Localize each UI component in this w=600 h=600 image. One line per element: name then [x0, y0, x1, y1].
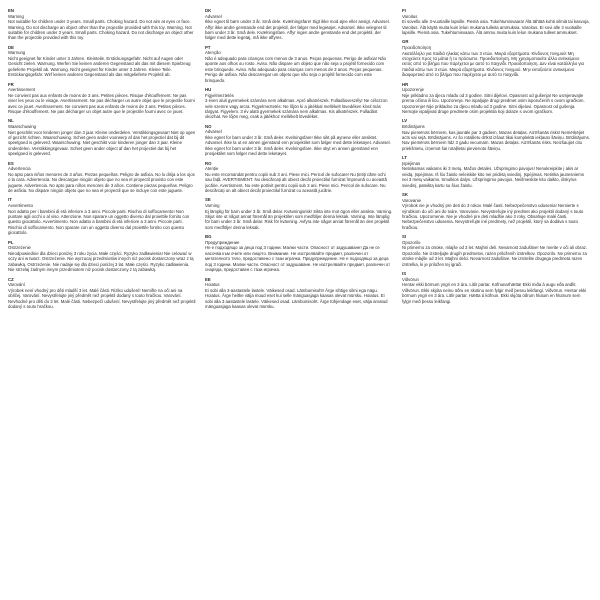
- language-code: SI: [402, 234, 407, 240]
- section-heading: Opozorilo: [402, 239, 421, 245]
- section-text: Výrobek není vhodný pro děti mladší 3 let. Malé části. Riziko udušení! Nemiřte na oči ani na obličej. Varování. Nevystřelujte jiný předmět než projektil dodaný s touto hračkou. Varování. Nevhodné pro děti do 3 let. Malé části. Nebezpečí udušení. Nevystřelujte jiný předmět než projektil dodaný s touto hračkou.: [8, 287, 196, 309]
- section-gr: [402, 39, 590, 77]
- warning-leaflet: [8, 8, 592, 592]
- section-heading: Advarsel: [205, 13, 222, 19]
- language-code: DE: [8, 44, 14, 50]
- section-heading: Įspėjimas: [402, 160, 421, 166]
- language-code: LV: [402, 118, 408, 124]
- section-text: Не е подходящо за деца под 3 години. Малки части. Опасност от задушаване! Да не се насочва към очите или лицето. Внимание. Не изстрелвайте предмет, различен от метателното тяло, предоставено с тази играчка. Предупреждение. Не е подходящо за деца под 3 години. Малки части. Опасност от задушаване. Не изстрелвайте предмет, различен от снаряда, предоставен с тази играчка.: [205, 245, 391, 273]
- section-text: Ακατάλληλο για παιδιά ηλικίας κάτω των 3 ετών. Μικρά εξαρτήματα. Κίνδυνος πνιγμού! Μη στοχεύετε προς τα μάτια ή το πρόσωπο. Προειδοποίηση. Μη χρησιμοποιείτε άλλο αντικείμενο εκτός από το βλήμα που παρέχεται με αυτό το παιχνίδι. Προειδοποίηση. Δεν είναι κατάλληλο για παιδιά κάτω των 3 ετών. Μικρά εξαρτήματα. Κίνδυνος πνιγμού. Μην εκτοξεύετε αντικείμενο διαφορετικό από το βλήμα που παρέχεται με αυτό το παιχνίδι.: [402, 50, 584, 78]
- section-heading: Hoiatus: [205, 282, 220, 288]
- language-code: GR: [402, 39, 409, 45]
- section-heading: Atenção: [205, 50, 221, 56]
- section-heading: Viðvörun: [402, 276, 419, 282]
- section-heading: Brīdinājums: [402, 124, 425, 130]
- language-code: LT: [402, 155, 407, 161]
- section-heading: Varování: [8, 282, 25, 288]
- section-fi: [402, 8, 590, 35]
- section-text: Niet geschikt voor kinderen jonger dan 3 jaar. Kleine onderdelen. Verstikkingsgevaar! Niet op ogen of gezicht richten. Waarschuwing. Schiet geen ander voorwerp af dan het projectiel dat bij dit speelgoed is geleverd. Waarschuwing. Niet geschikt voor kinderen jonger dan 3 jaar. Kleine onderdelen. Verstikkingsgevaar. Schiet geen ander object af dan het projectiel dat bij het speelgoed is geleverd.: [8, 129, 196, 157]
- section-lt: [402, 155, 590, 188]
- section-fr: [8, 82, 196, 115]
- section-ee: [205, 277, 393, 310]
- language-code: RO: [205, 160, 212, 166]
- language-code: IS: [402, 271, 407, 277]
- section-heading: Varovanie: [402, 197, 422, 203]
- language-code: IT: [8, 197, 12, 203]
- section-text: Nicht geeignet für Kinder unter 3 Jahren. Kleinteile. Erstickungsgefahr. Nicht auf Augen oder Gesicht zielen. Warnung. Werfen Sie keinen anderen Gegenstand als das mit diesem Spielzeug gelieferte Projektil ab. Warnung. Nicht geeignet für Kinder unter 3 Jahren. Kleine Teile. Erstickungsgefahr. Wirf keinen anderen Gegenstand als das mitgelieferte Projektil ab.: [8, 56, 191, 78]
- section-it: [8, 197, 196, 235]
- language-code: NO: [205, 123, 212, 129]
- section-pt: [205, 45, 393, 83]
- section-text: Hentar ekki börnum yngri en 3 ára. Litlir partar. Köfnunarhætta! Ekki miða á augu eða andlit. Viðvörun. Ekki skjóta neinu öðru en skotinu sem fylgir með þessu leikfangi. Viðvörun. Hentar ekki börnum yngri en 3 ára. Litlir partar. Hætta á köfnun. Ekki skjóta öðrum hlutum en hlutnum sem fylgir með þessu leikfangi.: [402, 282, 587, 304]
- language-code: EN: [8, 8, 14, 13]
- column-right: [402, 8, 590, 308]
- section-heading: Advarsel: [205, 129, 222, 135]
- language-code: NL: [8, 118, 14, 124]
- section-nl: [8, 118, 196, 156]
- section-heading: Upozorenje: [402, 87, 424, 93]
- section-text: 3 éven aluli gyermekek számára nem alkalmas. Apró alkatrészek. Fulladásveszély! Ne célozzon vele szemre vagy arcra. Figyelmeztetés: Ne lőjön ki a játékkal mellékelt lövedéken kívül más tárgyat. Figyelem. 3 év alatti gyermekek számára nem alkalmas. Kis alkatrészek. Fulladást okozhat. Ne lőjön meg, csak a játékhoz mellékelt lövedéket.: [205, 98, 388, 120]
- section-text: No apto para niños menores de 3 años. Piezas pequeñas. Peligro de asfixia. No lo dirija a los ojos o la cara. Advertencia. No descargue ningún objeto que no sea el proyectil provisto con este juguete. Advertencia. No apto para niños menores de 3 años. Contiene piezas pequeñas. Peligro de asfixia. No dispare ningún objeto que no sea el proyectil que se incluye con este juguete.: [8, 171, 195, 194]
- section-heading: Advertencia: [8, 166, 31, 172]
- language-code: DK: [205, 8, 212, 13]
- section-heading: Warnung: [8, 50, 26, 56]
- language-code: FR: [8, 81, 14, 87]
- section-text: Ni primerno za otroke, mlajše od 3 let. Majhni deli. Nevarnost zadušitve! Ne merite v oči ali obraz. Opozorilo. Ne izstreljujte drugih predmetov, razen priloženih izstrelkov. Opozorilo. Ne primerno za otroke mlajše od 3 let. Majhni delci. Nevarnost zadušitve. Ne izstrelite drugega predmeta razen izstrelka, ki je priložen tej igrači.: [402, 245, 588, 267]
- language-code: EE: [205, 276, 211, 282]
- section-text: Ne convient pas aux enfants de moins de 3 ans. Petites pièces. Risque d'étouffement. Ne pas viser les yeux ou le visage. Avertissement. Ne pas décharger un autre objet que le projectile fourni avec ce jouet. Avertissement. Ne convient pas aux enfants de moins de 3 ans. Petites pièces. Risque d'étouffement. Ne pas décharger un objet autre que le projectile fourni avec ce jouet.: [8, 92, 195, 115]
- section-hr: [402, 82, 590, 115]
- section-heading: Figyelmeztetés: [205, 92, 234, 98]
- section-lv: [402, 118, 590, 151]
- language-code: BG: [205, 234, 212, 240]
- language-code: PT: [205, 44, 211, 50]
- section-heading: Varning: [205, 203, 220, 209]
- section-dk: [205, 8, 393, 41]
- section-es: [8, 161, 196, 194]
- language-code: FI: [402, 8, 406, 13]
- section-heading: Atenție: [205, 166, 219, 172]
- language-code: CZ: [8, 276, 14, 282]
- section-se: [205, 197, 393, 230]
- section-bg: [205, 234, 393, 272]
- section-de: [8, 45, 196, 78]
- section-no: [205, 124, 393, 157]
- section-sk: [402, 192, 590, 230]
- section-hu: [205, 87, 393, 120]
- column-left: [8, 8, 196, 313]
- section-heading: Warning: [8, 13, 24, 19]
- section-heading: Предупреждение: [205, 239, 240, 245]
- language-code: ES: [8, 160, 14, 166]
- section-pl: [8, 240, 196, 273]
- section-text: Ikke egnet til børn under 3 år. Små dele. Kvælningsfare! Sigt ikke mod øjne eller ansigt. Advarsel. Affyr ikke andre genstande end det projektil, der følger med legetøjet. Advarsel. Ikke velegnet til børn under 3 år. Små dele. Kvælningsfare. Affyr ingen andre genstande end det projektil, der følger med dette legetøj, må ikke affyres.: [205, 19, 390, 41]
- section-text: Nu este recomandat pentru copiii sub 3 ani. Piese mici. Pericol de sufocare! Nu țintiți către ochi sau față. AVERTISMENT. Nu descărcați alt obiect decât proiectilul furnizat împreună cu această jucărie. Avertisment. Nu este potrivit pentru copiii sub 3 ani. Piese mici. Pericol de sufocare. Nu descărcați un alt obiect decât proiectilul furnizat cu această jucărie.: [205, 171, 387, 194]
- language-code: HR: [402, 81, 409, 87]
- section-en: [8, 8, 196, 41]
- section-text: Nije prikladno za djecu mlađu od 3 godine. Sitni dijelovi. Opasnost od gušenja! Ne usmjeravajte prema očima ili licu. Upozorenje. Ne ispaljujte drugi predmet osim isporučenih s ovom igračkom. Upozorenje! Nije prikladno za djecu mlađu od 3 godine. Sitni dijelovi. Opasnost od gušenja. Nemojte ispaljivati druge predmete osim projektila koji dolaze s ovom igračkom.: [402, 92, 585, 115]
- language-code: PL: [8, 239, 14, 245]
- section-cz: [8, 277, 196, 310]
- section-si: [402, 234, 590, 267]
- section-heading: Avvertimento: [8, 203, 33, 209]
- section-heading: Varoitus: [402, 13, 418, 19]
- section-text: Ei sovellu alle 3-vuotiaille lapsille. Pieniä osia. Tukehtumisvaara! Älä tähtää kohti silmiä tai kasvoja. Varoitus. Älä käytä muita kuin lelun mukana tulleita ammuksia. Varoitus. Ei sovi alle 3 vuotiaille lapsille. Pieniä osia. Tukehtumisvaara. Älä ammu muita kuin lelun mukana tulleet ammukset.: [402, 19, 590, 35]
- section-text: Nieodpowiednie dla dzieci poniżej 3 roku życia. Małe części. Ryzyko zadławienia! Nie celować w oczy ani w twarz. Ostrzeżenie. Nie wyrzucaj przedmiotów innych niż pocisk dostarczony wraz z tą zabawką. Ostrzeżenie. Nie nadaje się dla dzieci poniżej 3 lat. Małe części. Ryzyko zadławienia. Nie strzelaj żadnym innym przedmiotem niż pocisk dostarczony z tą zabawką.: [8, 250, 194, 273]
- section-heading: Avertissement: [8, 87, 36, 93]
- section-is: [402, 271, 590, 304]
- section-text: Não é adequado para crianças com menos de 3 anos. Peças pequenas. Perigo de asfixia! Não aponte aos olhos ou rosto. Aviso. Não dispare um objeto que não seja o projétil fornecido com este brinquedo. Aviso. Não adequado para crianças com menos de 3 anos. Peças pequenas. Perigo de asfixia. Não descarregar um objeto que não seja o projétil fornecido com este brinquedo.: [205, 56, 387, 83]
- section-text: Netinkamas vaikams iki 3 metų. Mažos detalės. Užspringimo pavojus! Nenukreipkite į akis ar veidą. Įspėjimas. Iš šio žaislo neleiskite kito nei pridėtą sviedinį. Įspėjimas. Netinka jaunesniems nei 3 metų vaikams. Smulkios dalys. Užspringimo pavojus. Neišmeskite kito daikto, išskyrus sviedinį, pateiktą kartu su šiuo žaislu.: [402, 166, 584, 188]
- section-text: Not suitable for children under 3 years. Small parts. Choking hazard. Do not aim at eyes or face. Warning. Do not discharge an object other than the projectile provided with this toy. Warning. Not suitable for children under 3 years. Small parts. Choking hazard. Do not discharge an object other than the projectile provided with this toy.: [8, 19, 194, 41]
- section-text: Ikke egnet for barn under 3 år. Små deler. Kvelningsfare! Ikke sikt på øynene eller ansiktet. Advarsel. Ikke la ut en annen gjenstand enn prosjektilet som følger med dette leketøyet. Advarsel. Ikke egnet for barn under 3 år. Små deler. Kvelningsfare. Ikke skyt en annen gjenstand enn prosjektilet som følger med dette leketøyet.: [205, 135, 391, 157]
- section-text: Výrobok nie je vhodný pre deti do 3 rokov. Malé časti. Nebezpečenstvo udusenia! Nemierte s výrobkom do očí ani do tváre. Varovanie. Nevystreľujte iný predmet ako projektil dodaný s touto hračkou. Upozornenie. Nie je vhodné pre deti mladšie ako 3 roky. Obsahuje malé časti. Nebezpečenstvo udusenia. Nevystreľujte iné predmety, než projektil, ktorý sa dodáva s touto hračkou.: [402, 203, 584, 230]
- section-heading: Waarschuwing: [8, 124, 37, 130]
- section-text: Ej lämplig för barn under 3 år. Små delar. Kvävningsrisk! Sikta inte mot ögon eller ansikte. Varning. Skjut inte ut något annat föremål än projektilen som medföljer denna leksak. Varning. Inte lämplig för barn under 3 år. Små delar. Risk för kvävning. Avfyra inte något annat föremål än den projektil som medföljer denna leksak.: [205, 208, 393, 230]
- section-text: Non adatto per i bambini di età inferiore a 3 anni. Piccole parti. Rischio di soffocamento! Non puntare agli occhi o al viso. Attenzione. Non sparare un oggetto diverso dal proiettile fornito con questo giocattolo. Avvertimento. Non adatto a bambini di età inferiore a 3 anni. Piccole parti. Rischio di soffocamento. Non sparare con un oggetto diverso dal proiettile fornito con questo giocattolo.: [8, 208, 190, 236]
- column-middle: [205, 8, 393, 313]
- section-ro: [205, 161, 393, 194]
- section-text: Nav piemērots bērniem, kas jaunāki par 3 gadiem. Mazas detaļas. Aizrīšanās risks! Nemērķējiet acīs vai sejā. Brīdinājums. Ar šo rotaļlietu drīkst izšaut tikai komplektā iekļauto šāviņu. Brīdinājums. Nav piemērots bērniem līdz 3 gadu vecumam. Mazas detaļas. Aizrīšanās risks. Neizšaujiet citu priekšmetu, izņemot šai rotaļlietai pievienoto šāviņu.: [402, 129, 590, 151]
- language-code: SE: [205, 197, 211, 203]
- language-code: HU: [205, 87, 212, 93]
- section-text: Ei sobi alla 3-aastastele lastele. Väikesed osad. Lämbumisoht! Ärge sihtige silmi ega nägu. Hoiatus. Ärge heitke välja muud eset kui selle mänguasjaga kaasas olevat mürsku. Hoiatus. Ei sobi alla 3 aastastele lastele. Väikesed osad. Lämbumisoht. Ärge tühjendage eset, välja arvatud mänguasjaga kaasas olevat mürsku.: [205, 287, 388, 309]
- language-code: SK: [402, 192, 408, 198]
- section-heading: Ostrzeżenie: [8, 245, 31, 251]
- section-heading: Προειδοποίηση: [402, 45, 432, 50]
